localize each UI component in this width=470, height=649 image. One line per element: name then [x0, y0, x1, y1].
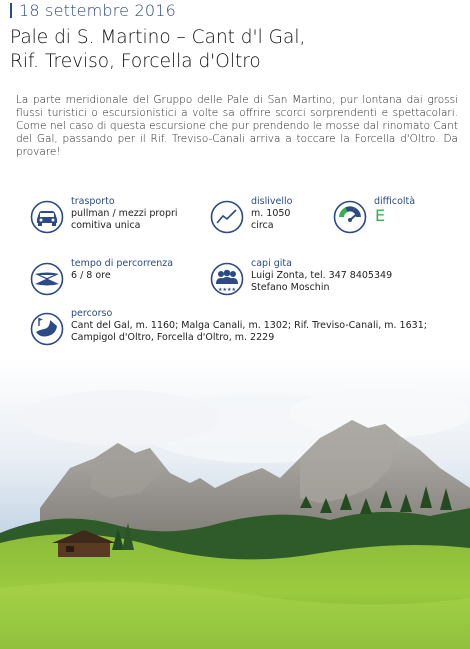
svg-text:★★★★: ★★★★ — [218, 287, 236, 293]
info-dislivello — [210, 196, 320, 236]
car-icon — [30, 200, 64, 234]
trasporto-value — [71, 208, 178, 232]
description-paragraph: La parte meridionale del Gruppo delle Pale di San Martino, pur lontana dai grossi flussi turistici o escursionistici a volte sa offrire scorci sorprendenti e spettacolari. Come nel caso di questa escursione che pur prendendo le mosse dal rinomato Cant del Gal, passando per il Rif. Treviso-Canali arriva a toccare la Forcella d'Oltro. Da provare! — [16, 94, 458, 158]
info-percorso — [30, 308, 450, 348]
info-trasporto — [30, 196, 190, 236]
date-text: 18 settembre 2016 — [19, 1, 177, 20]
info-tempo — [30, 258, 200, 298]
elevation-icon — [210, 200, 244, 234]
info-capi-gita — [210, 258, 410, 298]
hourglass-icon — [30, 262, 64, 296]
page-title — [10, 26, 305, 74]
info-difficolta — [333, 196, 433, 236]
capi-gita-label: capi gita — [251, 258, 292, 269]
tempo-line-1: 6 / 8 ore — [71, 270, 111, 281]
capi-gita-value — [251, 270, 392, 294]
landscape-photo — [0, 358, 470, 649]
capi-gita-line-2: Stefano Moschin — [251, 282, 330, 293]
percorso-value — [71, 320, 427, 344]
title-line-1: Pale di S. Martino – Cant d'l Gal, — [10, 27, 306, 48]
gauge-icon — [333, 200, 367, 234]
group-icon — [210, 262, 244, 296]
dislivello-value — [251, 208, 290, 232]
percorso-line-2: Campigol d'Oltro, Forcella d'Oltro, m. 2229 — [71, 332, 275, 343]
dislivello-line-1: m. 1050 — [251, 208, 291, 219]
percorso-label: percorso — [71, 308, 113, 319]
dislivello-line-2: circa — [251, 220, 274, 231]
trasporto-line-2: comitiva unica — [71, 220, 141, 231]
tempo-label: tempo di percorrenza — [71, 258, 174, 269]
tempo-value — [71, 270, 111, 282]
event-date — [10, 1, 176, 20]
title-line-2: Rif. Treviso, Forcella d'Oltro — [10, 51, 261, 72]
route-icon — [30, 312, 64, 346]
date-bar-decoration — [10, 3, 12, 18]
dislivello-label: dislivello — [251, 196, 293, 207]
trasporto-label: trasporto — [71, 196, 115, 207]
difficolta-label: difficoltà — [374, 196, 416, 207]
trasporto-line-1: pullman / mezzi propri — [71, 208, 178, 219]
mountain-meadow-image — [0, 358, 470, 649]
capi-gita-line-1: Luigi Zonta, tel. 347 8405349 — [251, 270, 393, 281]
difficolta-grade: E — [375, 206, 386, 225]
percorso-line-1: Cant del Gal, m. 1160; Malga Canali, m. 1302; Rif. Treviso-Canali, m. 1631; — [71, 320, 427, 331]
